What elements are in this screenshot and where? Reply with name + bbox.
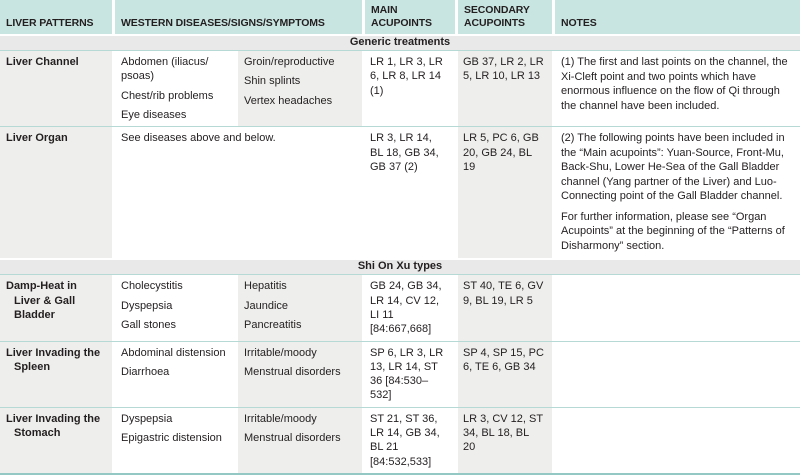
symptom-item: Abdomen (iliacus/​psoas) <box>121 56 209 83</box>
notes-cell <box>555 342 800 407</box>
table-row-liver-invading-spleen <box>0 341 800 407</box>
col-header-notes: NOTES <box>555 0 800 34</box>
symptoms-span-cell: See diseases above and below. <box>115 127 362 258</box>
symptom-item: Dyspepsia <box>121 299 173 312</box>
symptom-item: Menstrual disorders <box>244 432 341 445</box>
symptom-item: Epigastric distension <box>121 432 222 445</box>
notes-cell <box>555 51 800 126</box>
symptoms-right-cell <box>238 408 362 473</box>
symptom-item: Cholecystitis <box>121 280 183 293</box>
symptom-item: Menstrual disorders <box>244 365 341 378</box>
main-acupoints-cell: LR 3, LR 14, BL 18, GB 34, GB 37 (2) <box>370 132 439 173</box>
table-header-row <box>0 0 800 34</box>
table-row-liver-invading-stomach <box>0 407 800 473</box>
pattern-cell <box>0 408 112 473</box>
pattern-label: Liver Invading the Spleen <box>6 346 101 373</box>
symptom-item: Irritable/moody <box>244 412 317 425</box>
table-row-liver-organ <box>0 126 800 258</box>
symptoms-right-cell <box>238 342 362 407</box>
pattern-cell <box>0 342 112 407</box>
secondary-acupoints-cell: ST 40, TE 6, GV 9, BL 19, LR 5 <box>458 275 552 340</box>
symptom-item: Jaundice <box>244 299 289 312</box>
notes-cell <box>555 408 800 473</box>
table-row-damp-heat <box>0 274 800 340</box>
symptoms-left-cell <box>115 275 235 340</box>
symptoms-right-cell <box>238 275 362 340</box>
notes-cell <box>555 127 800 258</box>
table-row-liver-channel <box>0 50 800 126</box>
main-acupoints-cell: SP 6, LR 3, LR 13, LR 14, ST 36 [84:530–532] <box>370 346 444 402</box>
symptom-item: Eye diseases <box>121 109 187 122</box>
symptom-item: Dyspepsia <box>121 412 173 425</box>
secondary-acupoints-cell: LR 5, PC 6, GB 20, GB 24, BL 19 <box>458 127 552 258</box>
section-title-shi-on-xu-types: Shi On Xu types <box>0 260 800 274</box>
symptom-item: Chest/rib problems <box>121 89 214 102</box>
symptoms-left-cell <box>115 342 235 407</box>
pattern-label: Liver Organ <box>6 132 68 145</box>
pattern-cell <box>0 275 112 340</box>
pattern-label: Liver Invading the Stomach <box>6 412 101 440</box>
symptom-item: Abdominal distension <box>121 346 226 359</box>
col-header-western-diseases: WESTERN DISEASES/SIGNS/SYMPTOMS <box>115 0 362 34</box>
symptom-item: Hepatitis <box>244 280 287 293</box>
pattern-cell <box>0 127 112 258</box>
col-header-liver-patterns: LIVER PATTERNS <box>0 0 112 34</box>
col-header-secondary-acupoints: SECONDARY ACUPOINTS <box>458 0 552 34</box>
pattern-label: Liver Channel <box>6 56 79 69</box>
secondary-acupoints-cell: SP 4, SP 15, PC 6, TE 6, GB 34 <box>458 342 552 407</box>
symptom-item: Shin splints <box>244 75 301 88</box>
symptom-item: Gall stones <box>121 318 177 331</box>
pattern-cell <box>0 51 112 126</box>
main-acupoints-cell: ST 21, ST 36, LR 14, GB 34, BL 21 [84:532,533] <box>370 412 440 468</box>
note-paragraph: For further information, please see “Organ Acupoints” at the beginning of the “Patterns of Disharmony” section. <box>561 210 785 252</box>
symptom-item: Pancreatitis <box>244 318 302 331</box>
note-paragraph: (1) The first and last points on the channel, the Xi-Cleft point and two points which have enormous influence on the flow of Qi through the channel have been included. <box>561 56 788 112</box>
symptom-item: Diarrhoea <box>121 365 170 378</box>
notes-cell <box>555 275 800 340</box>
secondary-acupoints-cell: GB 37, LR 2, LR 5, LR 10, LR 13 <box>458 51 552 126</box>
symptoms-left-cell <box>115 51 235 126</box>
symptom-item: Vertex headaches <box>244 94 333 107</box>
secondary-acupoints-cell: LR 3, CV 12, ST 34, BL 18, BL 20 <box>458 408 552 473</box>
symptoms-right-cell <box>238 51 362 126</box>
note-paragraph: (2) The following points have been included in the “Main acupoints”: Yuan-Source, Front-Mu, Back-Shu, Lower He-Sea of the Gall Bladder channel (Yang partner of the Liver) and Luo-Connecting point of the Gall Bladder channel. <box>561 132 785 203</box>
main-acupoints-cell: GB 24, GB 34, LR 14, CV 12, LI 11 [84:667,668] <box>370 280 442 336</box>
symptoms-left-cell <box>115 408 235 473</box>
symptom-item: Irritable/moody <box>244 346 317 359</box>
col-header-main-acupoints: MAIN ACUPOINTS <box>365 0 455 34</box>
symptom-item: Groin/reproductive <box>244 56 335 69</box>
pattern-label: Damp-Heat in Liver & Gall Bladder <box>6 280 77 321</box>
main-acupoints-cell: LR 1, LR 3, LR 6, LR 8, LR 14 (1) <box>370 56 443 97</box>
section-title-generic-treatments: Generic treatments <box>0 36 800 50</box>
